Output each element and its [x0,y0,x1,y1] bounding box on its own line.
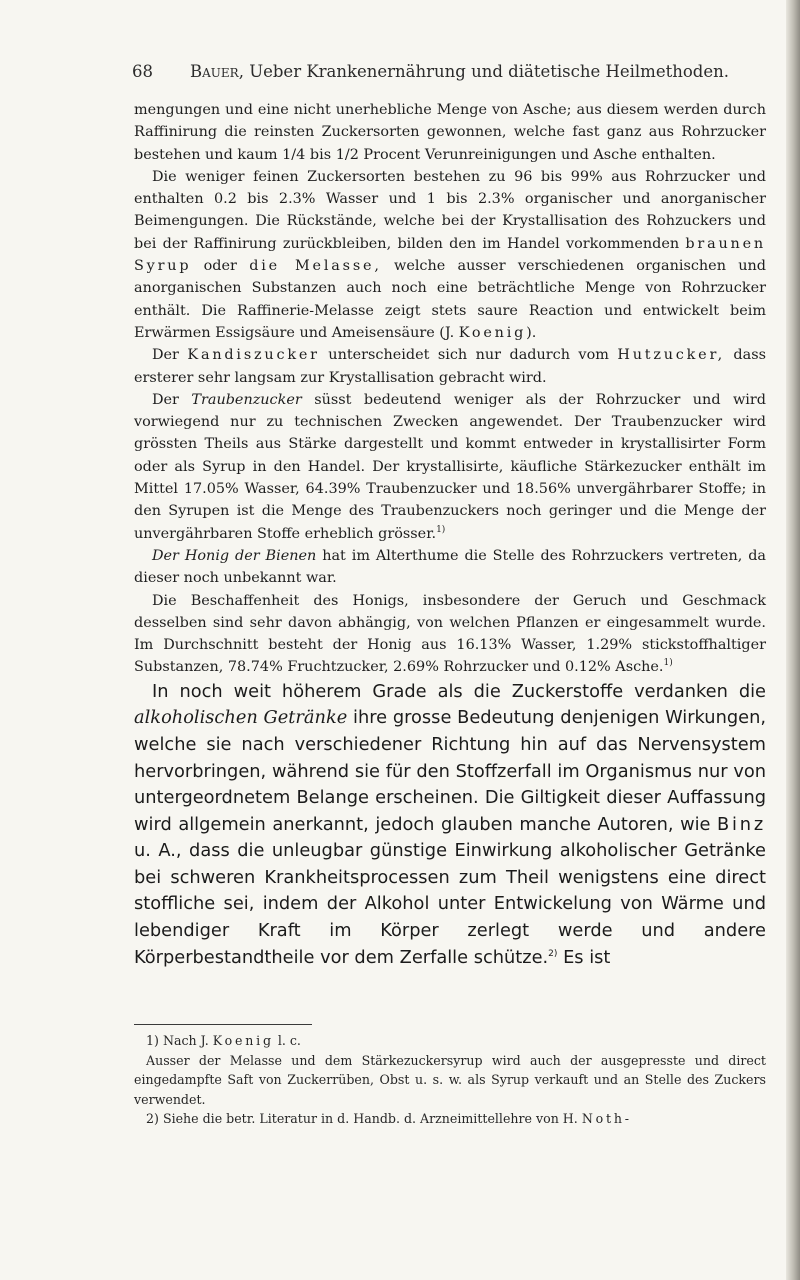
paragraph-5: Der Honig der Bienen hat im Alterthume die Stelle des Rohrzuckers vertreten, da dieser noch unbekannt war. [134,547,766,587]
term-traubenzucker: Traubenzucker [191,391,302,408]
paragraph-2: Die weniger feinen Zuckersorten bestehen zu 96 bis 99% aus Rohrzucker und enthalten 0.2 bis 2.3% Wasser und 1 bis 2.3% organischer und anorganischer Beimengungen. Die Rückstände, welche bei der Krystallisation des Rohzuckers und bei der Raffinirung zurückbleiben, bilden den im Handel vorkommenden braunen Syrup oder die Melasse, welche ausser verschiedenen organischen und anorganischen Substanzen auch noch eine beträchtliche Menge von Rohrzucker enthält. Die Raffinerie-Melasse zeigt stets saure Reaction und entwickelt beim Erwärmen Essigsäure und Ameisensäure (J. Koenig). [134,168,766,341]
term-honig: Der Honig der Bienen [152,547,317,564]
paragraph-6: Die Beschaffenheit des Honigs, insbesondere der Geruch und Geschmack desselben sind sehr davon abhängig, von welchen Pflanzen er eingesammelt wurde. Im Durchschnitt besteht der Honig aus 16.13% Wasser, 1.29% stickstoffhaltiger Substanzen, 78.74% Fruchtzucker, 2.69% Rohrzucker und 0.12% Asche.$^{1)}$ [134,592,766,676]
footnote-ref-2[interactable]: 2) [548,948,558,959]
emphasis-kandiszucker: Kandiszucker [187,347,320,364]
emphasis-hutzucker: Hutzucker, [617,347,725,364]
author-koenig: Koenig [458,324,527,341]
paragraph-4: Der Traubenzucker süsst bedeutend weniger als der Rohrzucker und wird vorwiegend nur zu technischen Zwecken angewendet. Der Traubenzucker wird grössten Theils aus Stärke dargestellt und kommt entweder in krystallisirter Form oder als Syrup in den Handel. Der krystallisirte, käufliche Stärkezucker enthält im Mittel 17.05% Wasser, 64.39% Traubenzucker und 18.56% unvergährbarer Stoffe; in den Syrupen ist die Menge des Traubenzuckers noch geringer und die Menge der unvergährbaren Stoffe erheblich grösser.$^{1)}$ [134,391,766,542]
footnote-1-mark: 1) [146,1033,159,1048]
footnote-ref-1[interactable]: 1) [436,524,446,535]
emphasis-melasse: die Melasse, [249,258,382,275]
term-alkoholische-getraenke: alkoholischen Getränke [134,707,348,729]
page-number: 68 [132,62,153,81]
emphasis-braunen-syrup: braunen Syrup [134,235,766,275]
footnote-rule [134,1024,312,1025]
footnote-1: 1) Nach J. Koenig l. c. [146,1033,301,1048]
page-edge-shadow [786,0,800,1280]
paragraph-7: In noch weit höherem Grade als die Zuckerstoffe verdanken die alkoholischen Getränke ihre grosse Bedeutung denjenigen Wirkungen, welche sie nach verschiedener Richtung hin auf das Nervensystem hervorbringen, während sie für den Stoffzerfall im Organismus nur von untergeordnetem Belange erscheinen. Die Giltigkeit dieser Auffassung wird allgemein anerkannt, jedoch glauben manche Autoren, wie Binz u. A., dass die unleugbar günstige Einwirkung alkoholischer Getränke bei schweren Krankheitsprocessen zum Theil wenigstens eine direct stoffliche sei, indem der Alkohol unter Entwickelung von Wärme und lebendiger Kraft im Körper zerlegt werde und andere Körperbestandtheile vor dem Zerfalle schütze.$^{2)}$ Es ist [134,680,766,968]
main-text [134,99,766,971]
author-binz: Binz [717,813,766,835]
fraction-quarter: 1/4 [282,146,306,163]
footnote-2: 2) Siehe die betr. Literatur in d. Handb. d. Arzneimittellehre von H. Noth- [146,1111,632,1126]
header-title: Ueber Krankenernährung und diätetische Heilmethoden. [249,62,729,81]
paragraph-1: mengungen und eine nicht unerhebliche Menge von Asche; aus diesem werden durch Raffinirung die reinsten Zuckersorten gewonnen, welche fast ganz aus Rohrzucker bestehen und kaum 1/4 bis 1/2 Procent Verunreinigungen und Asche enthalten. [134,102,766,163]
running-title [190,62,729,81]
fraction-half: 1/2 [335,146,359,163]
footnote-2-mark: 2) [146,1111,159,1126]
paragraph-3: Der Kandiszucker unterscheidet sich nur dadurch vom Hutzucker, dass ersterer sehr langsam zur Krystallisation gebracht wird. [134,347,766,386]
footnote-1-continuation: Ausser der Melasse und dem Stärkezuckersyrup wird auch der ausgepresste und direct eingedampfte Saft von Zuckerrüben, Obst u. s. w. als Syrup verkauft und an Stelle des Zuckers verwendet. [134,1052,766,1107]
header-author: Bauer, [190,62,244,81]
footnotes [134,1031,766,1129]
footnote-ref-1b[interactable]: 1) [663,658,673,669]
